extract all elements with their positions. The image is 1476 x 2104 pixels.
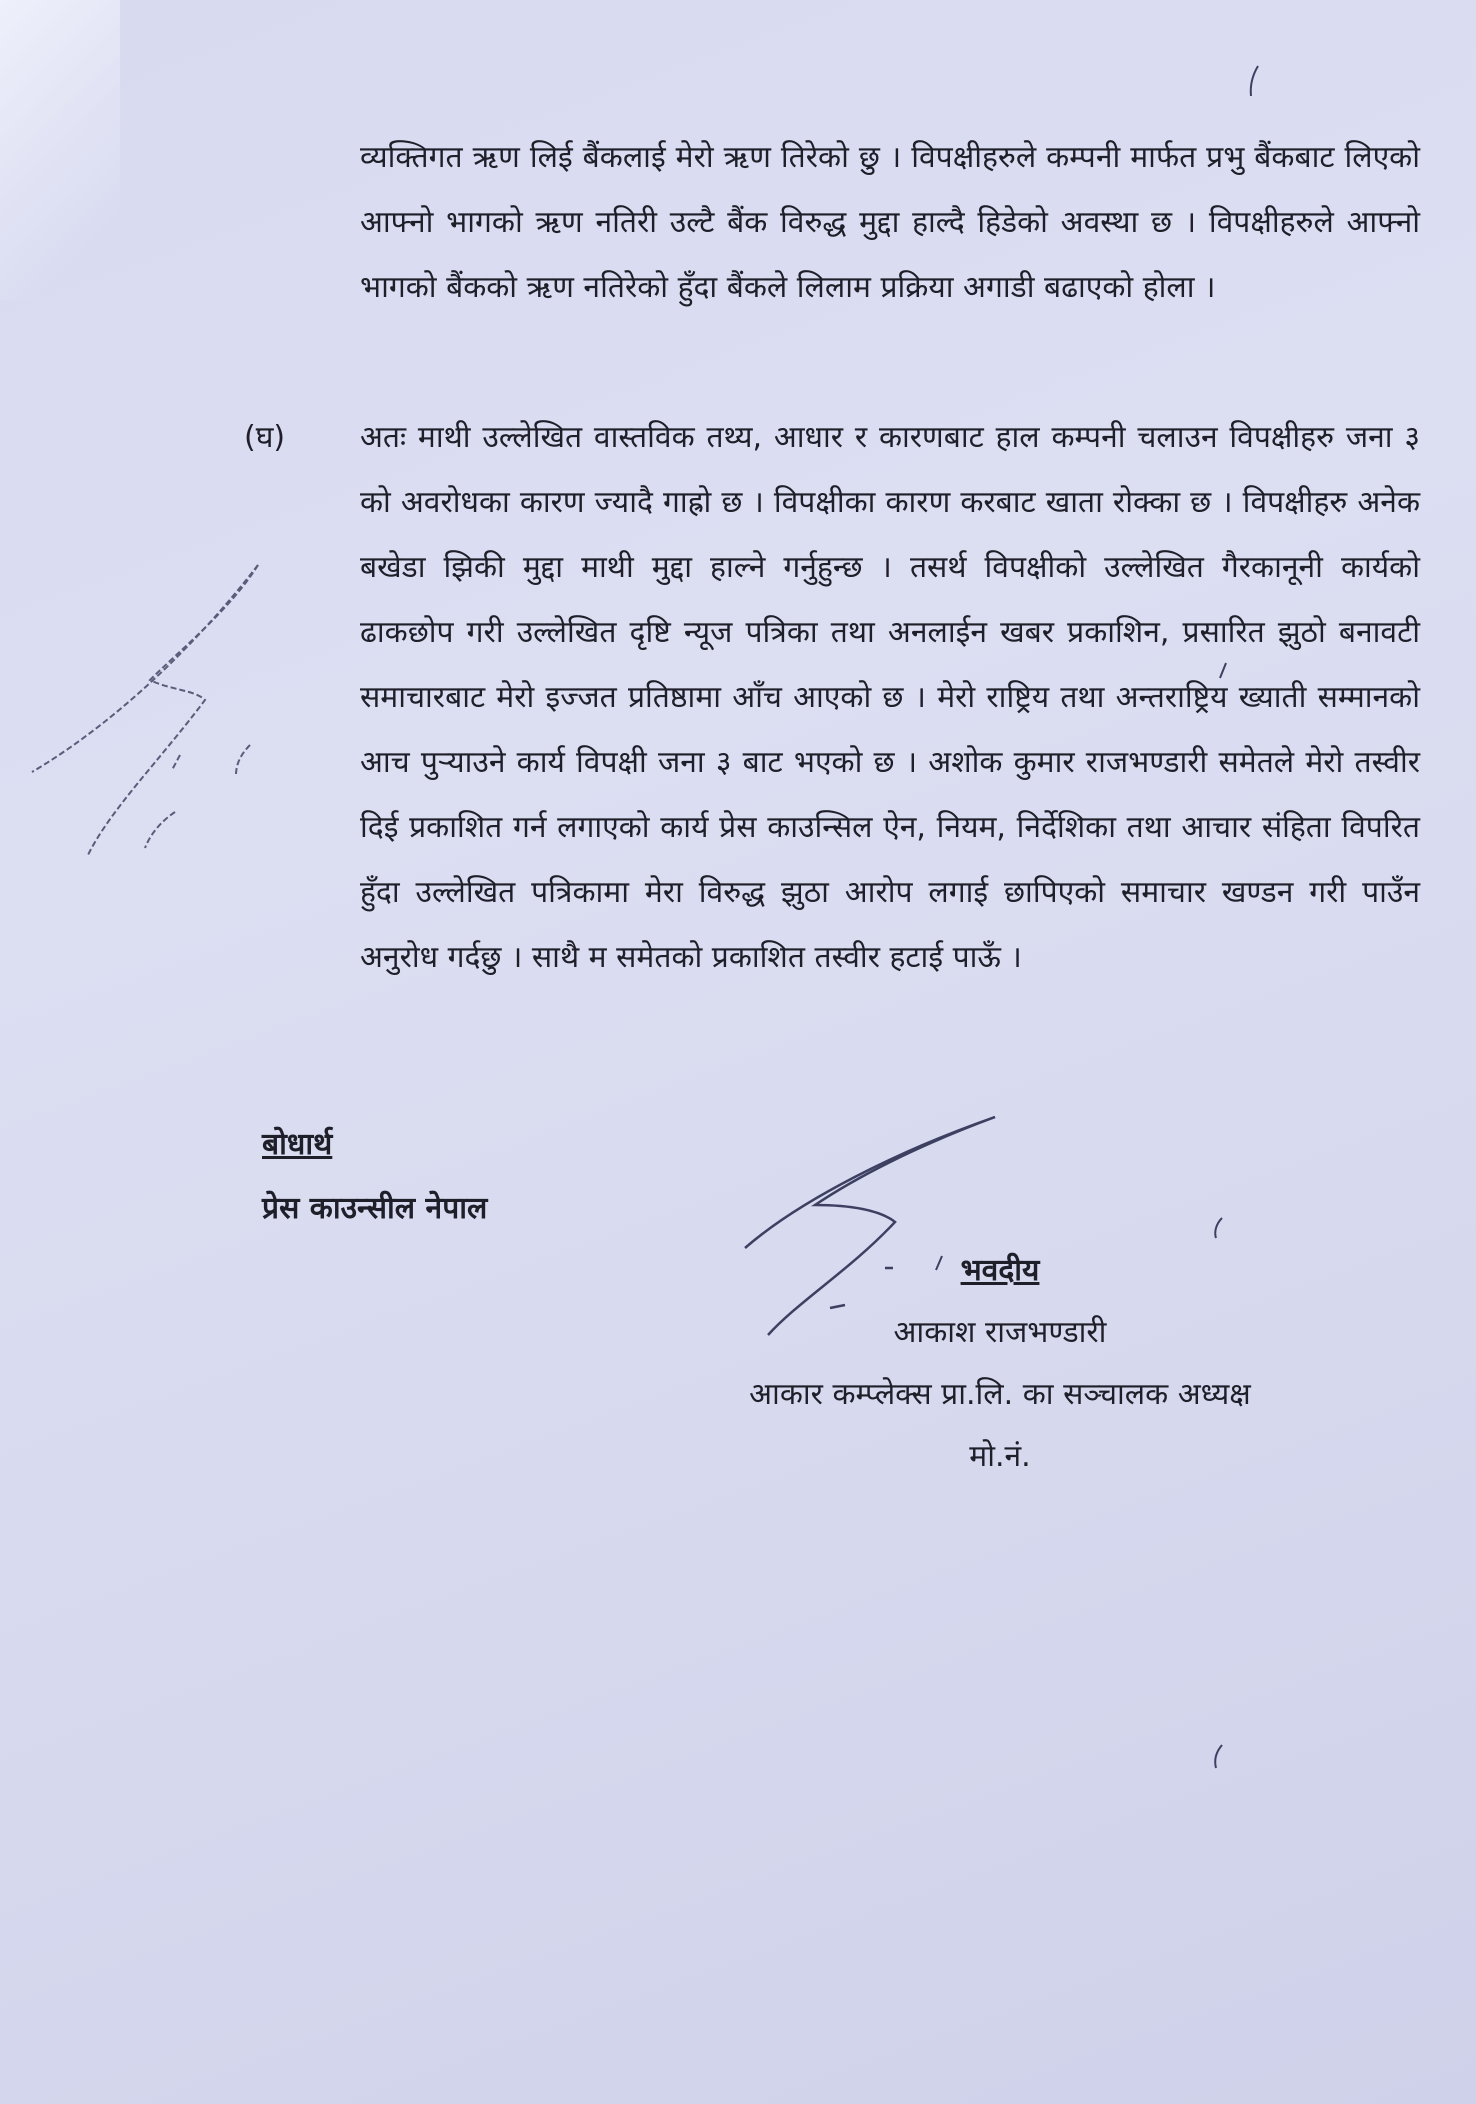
signature-block <box>700 1240 1300 1488</box>
margin-signature <box>32 565 258 855</box>
paragraph-gha: अतः माथी उल्लेखित वास्तविक तथ्य, आधार र कारणबाट हाल कम्पनी चलाउन विपक्षीहरु जना ३ को अवरोधका कारण ज्यादै गाह्रो छ । विपक्षीका कारण करबाट खाता रोक्का छ । विपक्षीहरु अनेक बखेडा झिकी मुद्दा माथी मुद्दा हाल्ने गर्नुहुन्छ । तसर्थ विपक्षीको उल्लेखित गैरकानूनी कार्यको ढाकछोप गरी उल्लेखित दृष्टि न्यूज पत्रिका तथा अनलाईन खबर प्रकाशिन, प्रसारित झुठो बनावटी समाचारबाट मेरो इज्जत प्रतिष्ठामा आँच आएको छ । मेरो राष्ट्रिय तथा अन्तराष्ट्रिय ख्याती सम्मानको आच पुऱ्याउने कार्य विपक्षी जना ३ बाट भएको छ । अशोक कुमार राजभण्डारी समेतले मेरो तस्वीर दिई प्रकाशित गर्न लगाएको कार्य प्रेस काउन्सिल ऐन, नियम, निर्देशिका तथा आचार संहिता विपरित हुँदा उल्लेखित पत्रिकामा मेरा विरुद्ध झुठा आरोप लगाई छापिएको समाचार खण्डन गरी पाउँन अनुरोध गर्दछु । साथै म समेतको प्रकाशित तस्वीर हटाई पाऊँ । <box>360 420 1420 975</box>
signature-closing: भवदीय <box>960 1253 1040 1288</box>
phone-label: मो.नं. <box>969 1439 1031 1474</box>
bodharth-heading: बोधार्थ <box>262 1127 333 1162</box>
page-shadow <box>0 0 120 300</box>
paragraph-top: व्यक्तिगत ऋण लिई बैंकलाई मेरो ऋण तिरेको छु । विपक्षीहरुले कम्पनी मार्फत प्रभु बैंकबाट लिएको आफ्नो भागको ऋण नतिरी उल्टै बैंक विरुद्ध मुद्दा हाल्दै हिडेको अवस्था छ । विपक्षीहरुले आफ्नो भागको बैंकको ऋण नतिरेको हुँदा बैंकले लिलाम प्रक्रिया अगाडी बढाएको होला । <box>360 140 1420 305</box>
signatory-name: आकाश राजभण्डारी <box>893 1315 1107 1350</box>
bodharth-recipient: प्रेस काउन्सील नेपाल <box>262 1191 488 1226</box>
signatory-title: आकार कम्प्लेक्स प्रा.लि. का सञ्चालक अध्यक्ष <box>749 1377 1251 1412</box>
item-marker: (घ) <box>244 420 286 455</box>
